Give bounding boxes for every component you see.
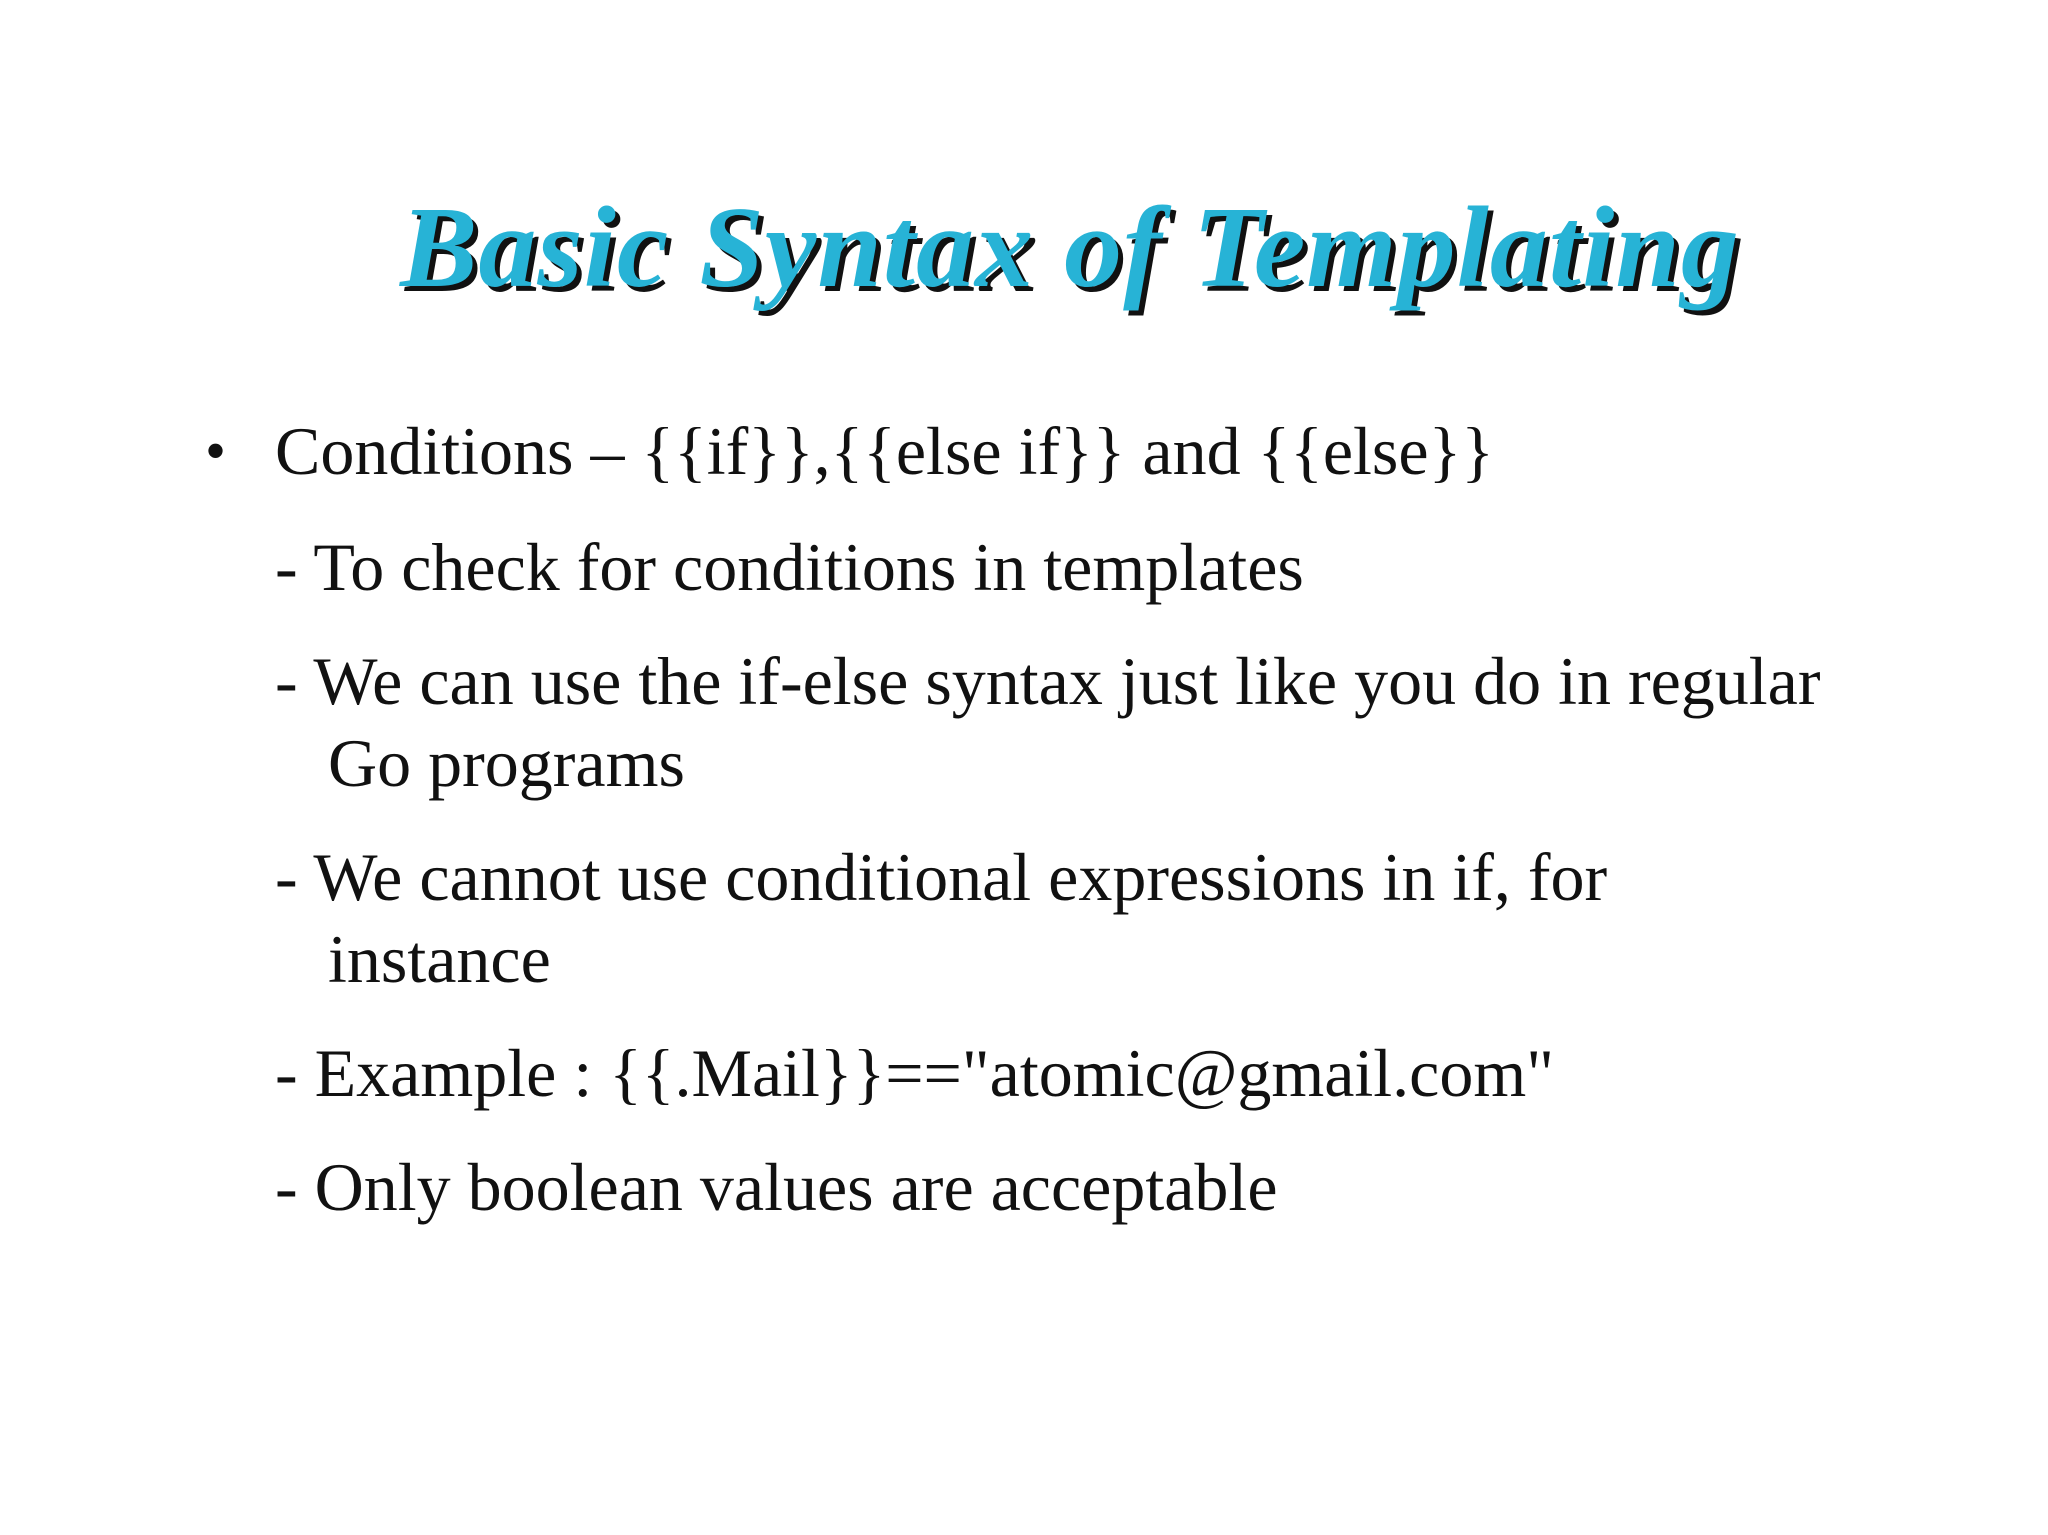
sub-item-text-continued: instance: [328, 921, 551, 997]
sub-item-example: [205, 1032, 2005, 1114]
sub-item-if-else-syntax: [205, 640, 2005, 804]
sub-item-no-conditional-expressions: [205, 836, 2005, 1000]
bullet-marker: •: [205, 418, 227, 484]
bullet-text: Conditions – {{if}},{{else if}} and {{else}}: [275, 413, 1494, 489]
sub-item-text: - Example : {{.Mail}}=="atomic@gmail.com": [275, 1035, 1555, 1111]
slide-content: [205, 408, 2005, 1228]
slide-title: Basic Syntax of Templating: [400, 184, 1740, 312]
sub-item-text-continued: Go programs: [328, 725, 685, 801]
sub-item-text: - Only boolean values are acceptable: [275, 1149, 1278, 1225]
sub-item-text: - To check for conditions in templates: [275, 529, 1304, 605]
sub-item-boolean-only: [205, 1146, 2005, 1228]
sub-item-check-conditions: [205, 526, 2005, 608]
sub-item-text: - We cannot use conditional expressions in if, for: [275, 839, 1608, 915]
bullet-item-conditions: [205, 408, 2005, 494]
sub-item-text: - We can use the if-else syntax just like you do in regular: [275, 643, 1821, 719]
